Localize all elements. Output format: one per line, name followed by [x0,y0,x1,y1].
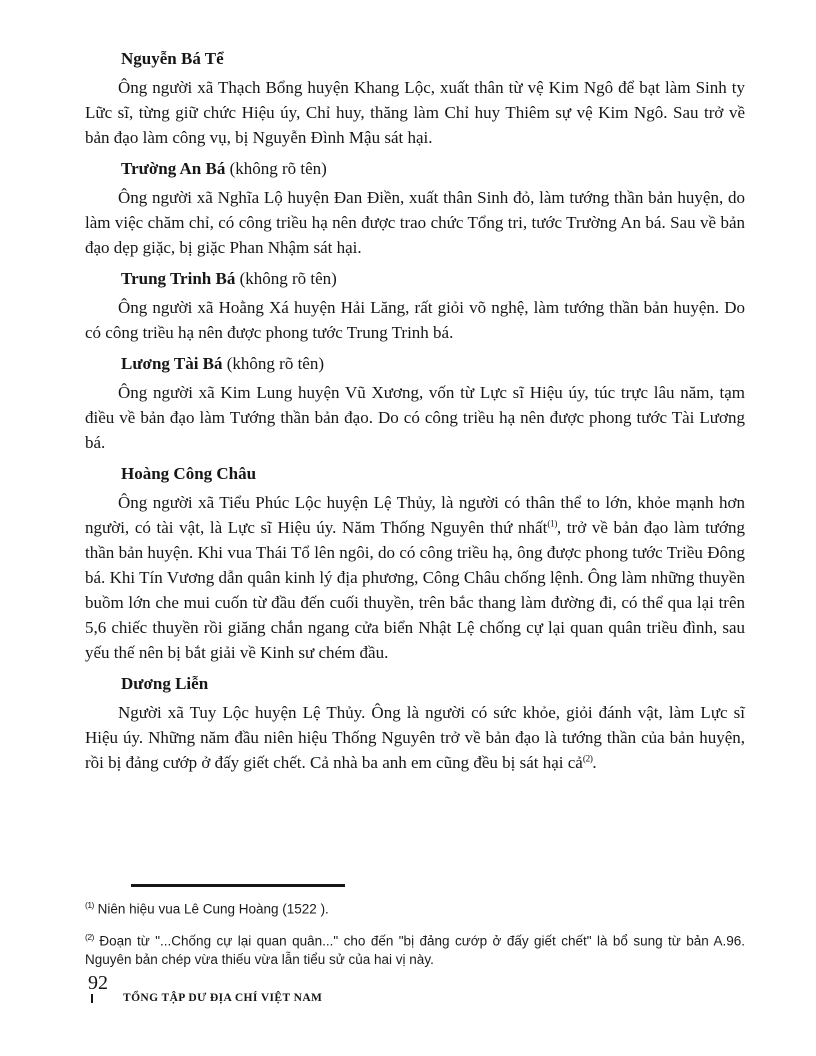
entry-heading [121,352,745,376]
entry-text: Ông người xã Kim Lung huyện Vũ Xương, vốn từ Lực sĩ Hiệu úy, túc trực lâu năm, tạm điều về bản đạo làm Tướng thần bản đạo. Do có công triều hạ nên được phong tước Tài Lương bá. [85,383,745,452]
entry-text: Người xã Tuy Lộc huyện Lệ Thủy. Ông là người có sức khỏe, giỏi đánh vật, làm Lực sĩ Hiệu úy. Những năm đầu niên hiệu Thống Nguyên trở về bản đạo là tướng thần của bản huyện, rồi bị đảng cướp ở đấy giết chết. Cả nhà ba anh em cũng đều bị sát hại cả [85,703,745,772]
entry-text: Ông người xã Thạch Bổng huyện Khang Lộc, xuất thân từ vệ Kim Ngô để bạt làm Sinh ty Lữc sĩ, từng giữ chức Hiệu úy, Chỉ huy, thăng làm Chỉ huy Thiêm sự vệ Kim Ngô. Sau trở về bản đạo làm công vụ, bị Nguyễn Đình Mậu sát hại. [85,78,745,147]
footer-series-title: TỔNG TẬP DƯ ĐỊA CHÍ VIỆT NAM [123,992,323,1004]
footnote-separator [131,884,345,887]
entry [85,47,745,150]
footnote [85,928,745,970]
entry-paragraph [85,490,745,665]
entry-heading [121,47,745,71]
entry-title: Trung Trinh Bá [121,269,236,288]
footnote-ref: (1) [547,519,557,530]
page-footer [88,972,322,1004]
entry-paragraph [85,295,745,345]
footnote-text: Đoạn từ "...Chống cự lại quan quân..." cho đến "bị đảng cướp ở đấy giết chết" là bổ sung từ bản A.96. Nguyên bản chép vừa thiếu vừa lẫn tiểu sử của hai vị này. [85,933,745,967]
entry-paragraph [85,75,745,150]
entry [85,157,745,260]
entry-title: Dương Liễn [121,674,209,693]
entry [85,462,745,665]
entry-text: Ông người xã Tiểu Phúc Lộc huyện Lệ Thủy, là người có thân thể to lớn, khỏe mạnh hơn người, có tài vật, là Lực sĩ Hiệu úy. Năm Thống Nguyên thứ nhất [85,493,745,537]
entry-heading [121,672,745,696]
page-body [85,40,745,776]
page-number: 92 [88,972,108,994]
entry [85,267,745,345]
entry-text: Ông người xã Hoằng Xá huyện Hải Lăng, rất giỏi võ nghệ, làm tướng thần bản huyện. Do có công triều hạ nên được phong tước Trung Trinh bá. [85,298,745,342]
footnote-ref: (2) [582,754,593,765]
entry-heading [121,462,745,486]
footnote [85,896,745,919]
series-row [91,992,322,1004]
entry-title: Nguyễn Bá Tể [121,49,224,68]
entry-text: Ông người xã Nghĩa Lộ huyện Đan Điền, xuất thân Sinh đỏ, làm tướng thần bản huyện, do làm việc chăm chỉ, có công triều hạ nên được trao chức Tổng tri, tước Trường An bá. Sau về bản đạo dẹp giặc, bị giặc Phan Nhậm sát hại. [85,188,745,257]
entry-title-note: (không rõ tên) [229,159,327,178]
footnote-area [85,884,745,969]
entry-paragraph [85,185,745,260]
entry-heading [121,157,745,181]
entry-title-note: (không rõ tên) [226,354,325,373]
entry [85,352,745,455]
entry-text-after: . [592,753,597,772]
footnote-text: Niên hiệu vua Lê Cung Hoàng (1522 ). [97,901,329,917]
entry-paragraph [85,700,745,775]
entry-title: Hoàng Công Châu [121,464,257,483]
entry-title: Trường An Bá [121,159,226,178]
entry-paragraph [85,380,745,455]
footer-ornament-icon [91,994,93,1003]
footnote-marker: (2) [85,931,94,942]
entry [85,672,745,775]
entry-title-note: (không rõ tên) [239,269,337,288]
entry-title: Lương Tài Bá [121,354,223,373]
entry-text-after: , trở về bản đạo làm tướng thần bản huyện. Khi vua Thái Tổ lên ngôi, do có công triều hạ, ông được phong tước Triều Đông bá. Khi Tín Vương dẫn quân kinh lý địa phương, Công Châu chống lệnh. Ông làm những thuyền buồm lớn che mui cuốn từ đầu đến cuối thuyền, trên bắc thang làm đường đi, có thể qua lại trên 5,6 chiếc thuyền rồi giăng chắn ngang cửa biển Nhật Lệ chống cự lại quan quân triều đình, sau yếu thế nên bị bắt giải về Kinh sư chém đầu. [85,518,746,662]
footnote-marker: (1) [85,900,94,910]
entry-heading [121,267,745,291]
